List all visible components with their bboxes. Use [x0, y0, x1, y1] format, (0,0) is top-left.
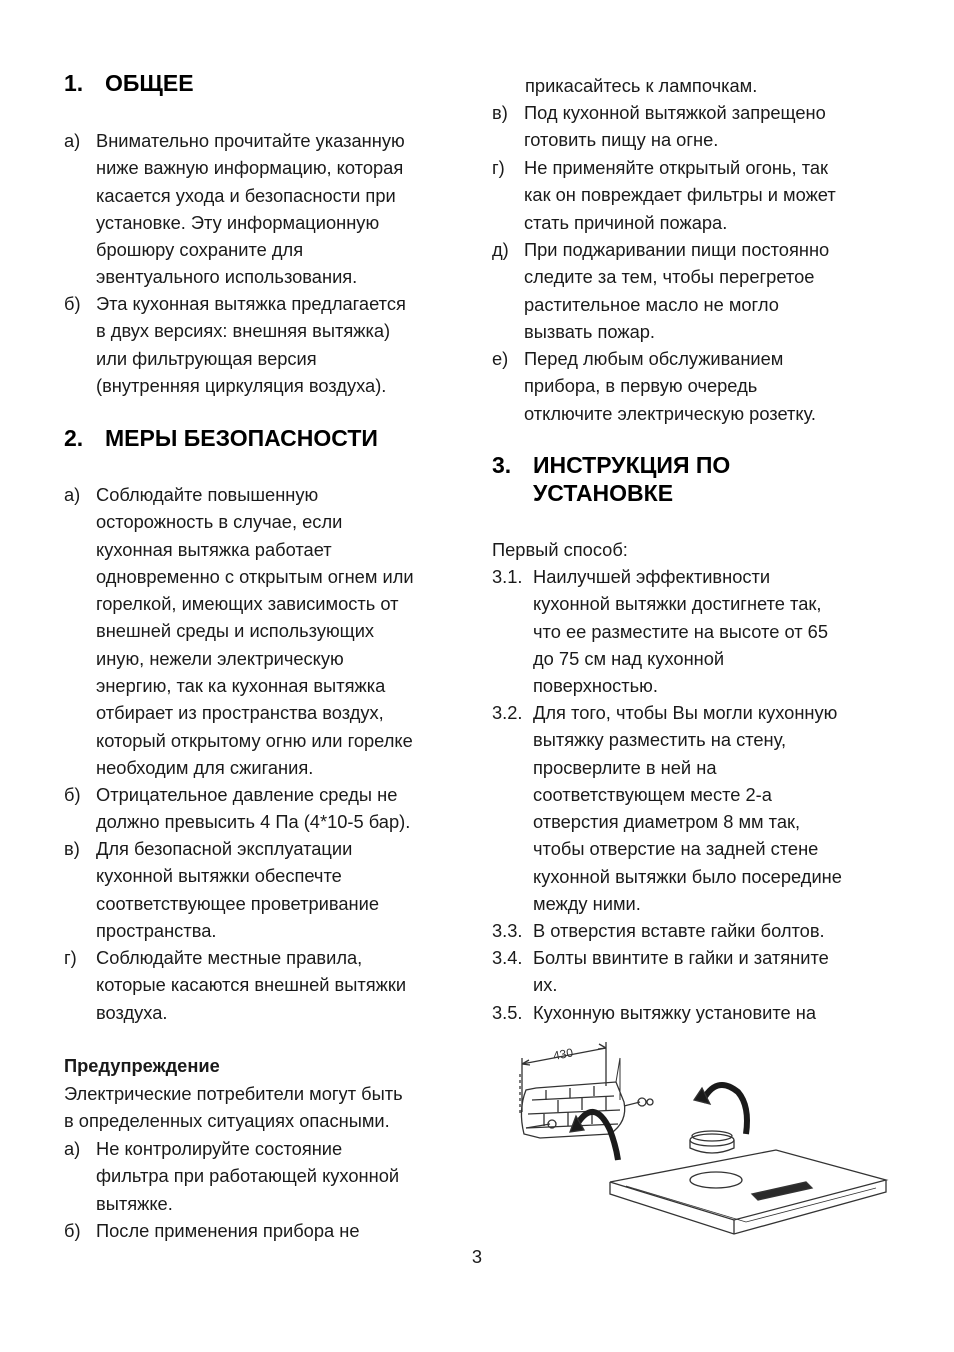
page-number: 3 — [471, 1246, 483, 1267]
section2-heading: 2. МЕРЫ БЕЗОПАСНОСТИ — [64, 425, 378, 451]
flange-ring — [690, 1131, 734, 1153]
warning-item-b-continued: прикасайтесь к лампочкам. — [525, 75, 758, 96]
arrow-top — [694, 1085, 747, 1134]
section1-heading: 1. ОБЩЕЕ — [64, 70, 194, 96]
control-panel — [752, 1182, 812, 1200]
section3-intro: Первый способ: — [492, 539, 628, 560]
section3-heading: 3. ИНСТРУКЦИЯ ПО УСТАНОВКЕ — [492, 452, 731, 506]
warning-title: Предупреждение — [64, 1055, 220, 1076]
dimension-label: 430 — [551, 1045, 575, 1063]
hood-installation-figure — [506, 1030, 890, 1240]
hood-body — [610, 1150, 886, 1234]
warning-text: Электрические потребители могут быть в определенных ситуациях опасными. — [64, 1083, 403, 1132]
